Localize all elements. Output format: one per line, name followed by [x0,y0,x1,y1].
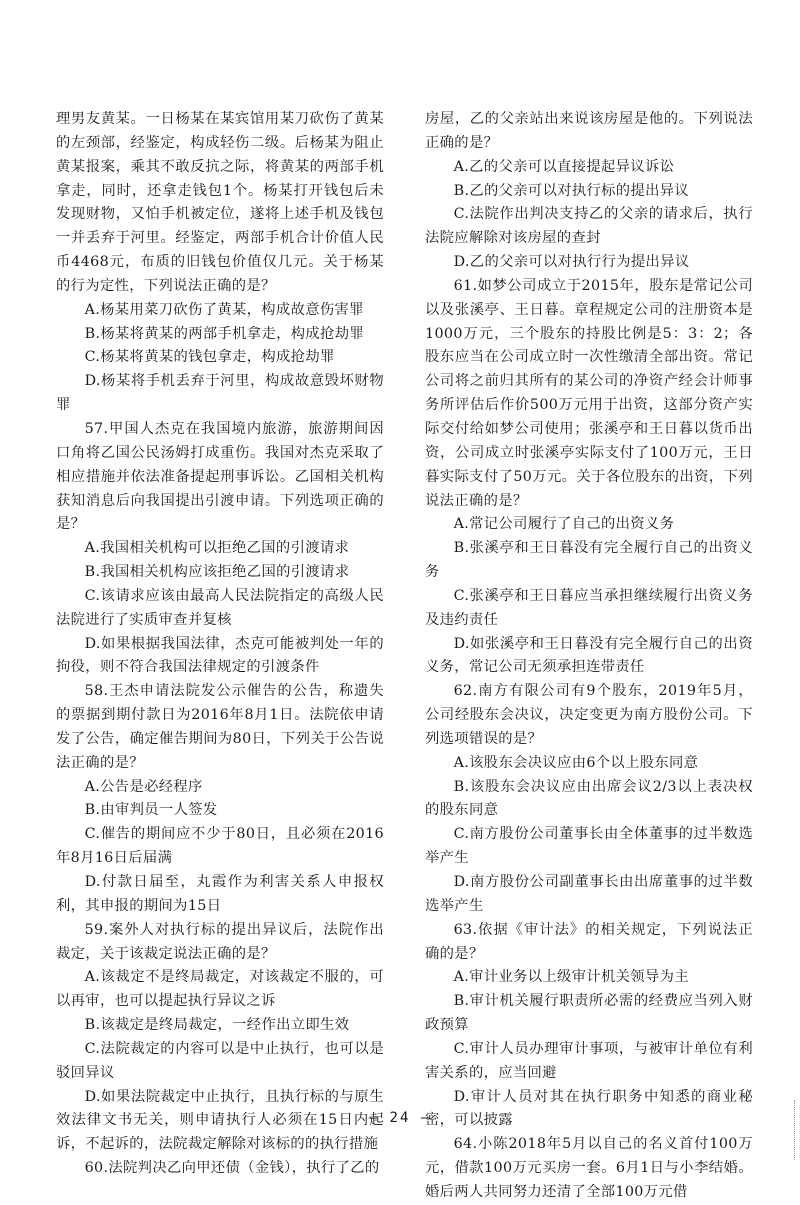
paragraph: B.我国相关机构应该拒绝乙国的引渡请求 [84,564,350,581]
paragraph: C.法院作出判决支持乙的父亲的请求后，执行法院应解除对该房屋的查封 [425,206,753,247]
left-column [56,108,384,1181]
continued-paragraph: 房屋，乙的父亲站出来说该房屋是他的。下列说法正确的是？ [425,111,753,151]
paragraph: A.常记公司履行了自己的出资义务 [453,516,675,533]
paragraph: C.审计人员办理审计事项，与被审计单位有利害关系的，应当回避 [425,1040,753,1081]
paragraph: B.该股东会决议应由出席会议2/3以上表决权的股东同意 [425,778,753,819]
paragraph: A.乙的父亲可以直接提起异议诉讼 [453,158,675,175]
paragraph: A.该裁定不是终局裁定，对该裁定不服的，可以再审，也可以提起执行异议之诉 [56,969,384,1010]
paragraph: 63.依据《审计法》的相关规定，下列说法正确的是？ [425,921,753,962]
scan-edge-mark [794,1100,796,1160]
paragraph: C.杨某将黄某的钱包拿走，构成抢劫罪 [84,349,335,366]
paragraph: C.南方股份公司董事长由全体董事的过半数选举产生 [425,826,753,867]
paragraph: C.该请求应该由最高人民法院指定的高级人民法院进行了实质审查并复核 [56,587,384,628]
paragraph: 58.王杰申请法院发公示催告的公告，称遗失的票据到期付款日为2016年8月1日。法院依申请发了公告，确定催告期间为80日，下列关于公告说法正确的是？ [56,683,384,771]
paragraph: D.审计人员对其在执行职务中知悉的商业秘密，可以披露 [425,1088,753,1129]
paragraph: B.审计机关履行职责所必需的经费应当列入财政预算 [425,993,753,1034]
paragraph: 61.如梦公司成立于2015年，股东是常记公司以及张溪亭、王日暮。章程规定公司的注册资本是1000万元，三个股东的持股比例是5：3：2；各股东应当在公司成立时一次性缴清全部出资。常记公司将之前归其所有的某公司的净资产经会计师事务所评估后作价500万元用于出资，这部分资产实际交付给如梦公司使用；张溪亭和王日暮以货币出资，公司成立时张溪亭实际支付了100万元，王日暮实际支付了50万元。关于各位股东的出资，下列说法正确的是？ [425,277,753,509]
paragraph: 57.甲国人杰克在我国境内旅游，旅游期间因口角将乙国公民汤姆打成重伤。我国对杰克采取了相应措施并依法准备提起刑事诉讼。乙国相关机构获知消息后向我国提出引渡申请。下列选项正确的是？ [56,420,384,533]
paragraph: B.该裁定是终局裁定，一经作出立即生效 [84,1017,350,1034]
paragraph: D.如果法院裁定中止执行，且执行标的与原生效法律文书无关，则申请执行人必须在15日内起诉，不起诉的，法院裁定解除对该标的的执行措施 [56,1088,384,1153]
paragraph: B.乙的父亲可以对执行标的提出异议 [453,182,690,199]
paragraph: A.杨某用菜刀砍伤了黄某，构成故意伤害罪 [84,301,364,318]
paragraph: A.审计业务以上级审计机关领导为主 [453,969,689,986]
paragraph: C.催告的期间应不少于80日，且必须在2016年8月16日后届满 [56,826,384,867]
continued-paragraph: 理男友黄某。一日杨某在某宾馆用某刀砍伤了黄某的左颈部，经鉴定，构成轻伤二级。后杨某为阻止黄某报案，乘其不敢反抗之际，将黄某的两部手机拿走，同时，还拿走钱包1个。杨某打开钱包后未发现财物，又怕手机被定位，遂将上述手机及钱包一并丢弃于河里。经鉴定，两部手机合计价值人民币4468元，布质的旧钱包价值仅几元。关于杨某的行为定性，下列说法正确的是？ [56,111,384,294]
paragraph: D.如果根据我国法律，杰克可能被判处一年的拘役，则不符合我国法律规定的引渡条件 [56,635,384,676]
paragraph: 64.小陈2018年5月以自己的名义首付100万元，借款100万元买房一套。6月1日与小李结婚。婚后两人共同努力还清了全部100万元借 [425,1136,753,1200]
paragraph: D.如张溪亭和王日暮没有完全履行自己的出资义务，常记公司无须承担连带责任 [425,635,753,676]
paragraph: 59.案外人对执行标的提出异议后，法院作出裁定，关于该裁定说法正确的是？ [56,921,384,962]
paragraph: D.南方股份公司副董事长由出席董事的过半数选举产生 [425,874,753,914]
paragraph: 60.法院判决乙向甲还债（金钱），执行了乙的 [84,1160,380,1177]
paragraph: D.乙的父亲可以对执行行为提出异议 [453,254,690,271]
paragraph: A.我国相关机构可以拒绝乙国的引渡请求 [84,540,350,557]
paragraph: C.张溪亭和王日暮应当承担继续履行出资义务及违约责任 [425,587,753,628]
right-column [425,108,753,1205]
paragraph: A.公告是必经程序 [84,778,203,795]
paragraph: D.付款日届至，丸霞作为利害关系人申报权利，其申报的期间为15日 [56,874,384,914]
paragraph: C.法院裁定的内容可以是中止执行，也可以是驳回异议 [56,1040,384,1081]
paragraph: B.张溪亭和王日暮没有完全履行自己的出资义务 [425,540,753,581]
paragraph: A.该股东会决议应由6个以上股东同意 [453,754,699,771]
paragraph: B.杨某将黄某的两部手机拿走，构成抢劫罪 [84,325,364,342]
paragraph: 62.南方有限公司有9个股东，2019年5月，公司经股东会决议，决定变更为南方股份公司。下列选项错误的是？ [425,683,753,747]
paragraph: B.由审判员一人签发 [84,802,218,819]
paragraph: D.杨某将手机丢弃于河里，构成故意毁坏财物罪 [56,373,384,414]
page-number: — 24 — [368,1110,432,1126]
